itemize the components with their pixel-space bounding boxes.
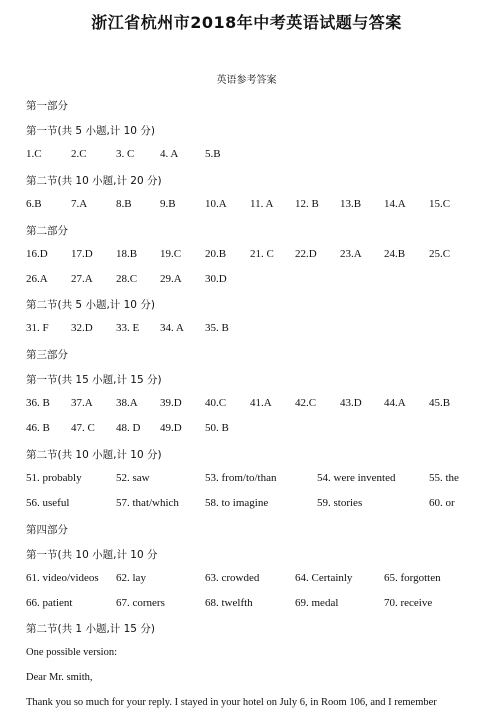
answer-item: 14.A <box>384 198 406 210</box>
answer-item: 60. or <box>429 497 455 509</box>
answer-item: 66. patient <box>26 597 73 609</box>
answer-item: 49.D <box>160 422 182 434</box>
answer-item: 64. Certainly <box>295 572 353 584</box>
answer-item: 68. twelfth <box>205 597 253 609</box>
answer-item: 59. stories <box>317 497 363 509</box>
answer-item: 61. video/videos <box>26 572 99 584</box>
answer-item: 34. A <box>160 322 184 334</box>
answer-item: 16.D <box>26 248 48 260</box>
answer-item: 6.B <box>26 198 42 210</box>
part3-section1-heading: 第一节(共 15 小题,计 15 分) <box>26 374 162 386</box>
answer-item: 1.C <box>26 148 42 160</box>
part4-section2-heading: 第二节(共 1 小题,计 15 分) <box>26 623 155 635</box>
answer-item: 47. C <box>71 422 95 434</box>
answer-item: 65. forgotten <box>384 572 441 584</box>
answer-item: 5.B <box>205 148 221 160</box>
part3-heading: 第三部分 <box>26 349 68 361</box>
answer-item: 38.A <box>116 397 138 409</box>
answer-item: 20.B <box>205 248 227 260</box>
answer-item: 37.A <box>71 397 93 409</box>
answer-item: 56. useful <box>26 497 70 509</box>
document-title: 浙江省杭州市2018年中考英语试题与答案 <box>91 13 402 32</box>
answer-item: 32.D <box>71 322 93 334</box>
answer-item: 35. B <box>205 322 229 334</box>
answer-item: 54. were invented <box>317 472 396 484</box>
answer-item: 12. B <box>295 198 319 210</box>
answer-item: 52. saw <box>116 472 150 484</box>
answer-item: 7.A <box>71 198 88 210</box>
answer-item: 55. the <box>429 472 459 484</box>
answer-item: 3. C <box>116 148 135 160</box>
answer-item: 50. B <box>205 422 229 434</box>
answer-item: 11. A <box>250 198 274 210</box>
answer-item: 41.A <box>250 397 272 409</box>
answer-item: 28.C <box>116 273 138 285</box>
answer-item: 25.C <box>429 248 451 260</box>
part4-heading: 第四部分 <box>26 524 68 536</box>
answer-item: 2.C <box>71 148 87 160</box>
answer-item: 27.A <box>71 273 93 285</box>
answer-item: 53. from/to/than <box>205 472 277 484</box>
answer-item: 23.A <box>340 248 362 260</box>
part1-section1-heading: 第一节(共 5 小题,计 10 分) <box>26 125 155 137</box>
answer-item: 17.D <box>71 248 93 260</box>
answer-item: 4. A <box>160 148 179 160</box>
answer-item: 45.B <box>429 397 451 409</box>
essay-salutation: Dear Mr. smith, <box>26 672 93 683</box>
answer-item: 57. that/which <box>116 497 179 509</box>
answer-item: 22.D <box>295 248 317 260</box>
part4-section1-heading: 第一节(共 10 小题,计 10 分 <box>26 549 158 561</box>
answer-item: 29.A <box>160 273 182 285</box>
part2-heading: 第二部分 <box>26 225 68 237</box>
answer-item: 51. probably <box>26 472 82 484</box>
answer-item: 69. medal <box>295 597 339 609</box>
answer-item: 21. C <box>250 248 274 260</box>
answer-item: 13.B <box>340 198 362 210</box>
answer-key-heading: 英语参考答案 <box>216 75 277 86</box>
answer-item: 48. D <box>116 422 141 434</box>
answer-item: 39.D <box>160 397 182 409</box>
answer-item: 43.D <box>340 397 362 409</box>
answer-item: 67. corners <box>116 597 165 609</box>
answer-item: 62. lay <box>116 572 146 584</box>
answer-item: 30.D <box>205 273 227 285</box>
part1-heading: 第一部分 <box>26 100 68 112</box>
answer-item: 31. F <box>26 322 49 334</box>
answer-item: 42.C <box>295 397 317 409</box>
answer-item: 10.A <box>205 198 227 210</box>
answer-item: 33. E <box>116 322 140 334</box>
answer-item: 40.C <box>205 397 227 409</box>
part2-section2-heading: 第二节(共 5 小题,计 10 分) <box>26 299 155 311</box>
answer-item: 19.C <box>160 248 182 260</box>
answer-item: 46. B <box>26 422 50 434</box>
essay-body: Thank you so much for your reply. I stayed in your hotel on July 6, in Room 106, and I remember <box>26 697 437 708</box>
answer-item: 24.B <box>384 248 406 260</box>
answer-item: 15.C <box>429 198 451 210</box>
answer-item: 63. crowded <box>205 572 260 584</box>
answer-item: 18.B <box>116 248 138 260</box>
answer-item: 36. B <box>26 397 50 409</box>
answer-item: 8.B <box>116 198 132 210</box>
essay-intro: One possible version: <box>26 647 117 658</box>
answer-item: 44.A <box>384 397 406 409</box>
part1-section2-heading: 第二节(共 10 小题,计 20 分) <box>26 175 162 187</box>
part3-section2-heading: 第二节(共 10 小题,计 10 分) <box>26 449 162 461</box>
answer-item: 9.B <box>160 198 176 210</box>
answer-item: 58. to imagine <box>205 497 269 509</box>
answer-item: 70. receive <box>384 597 433 609</box>
answer-item: 26.A <box>26 273 48 285</box>
